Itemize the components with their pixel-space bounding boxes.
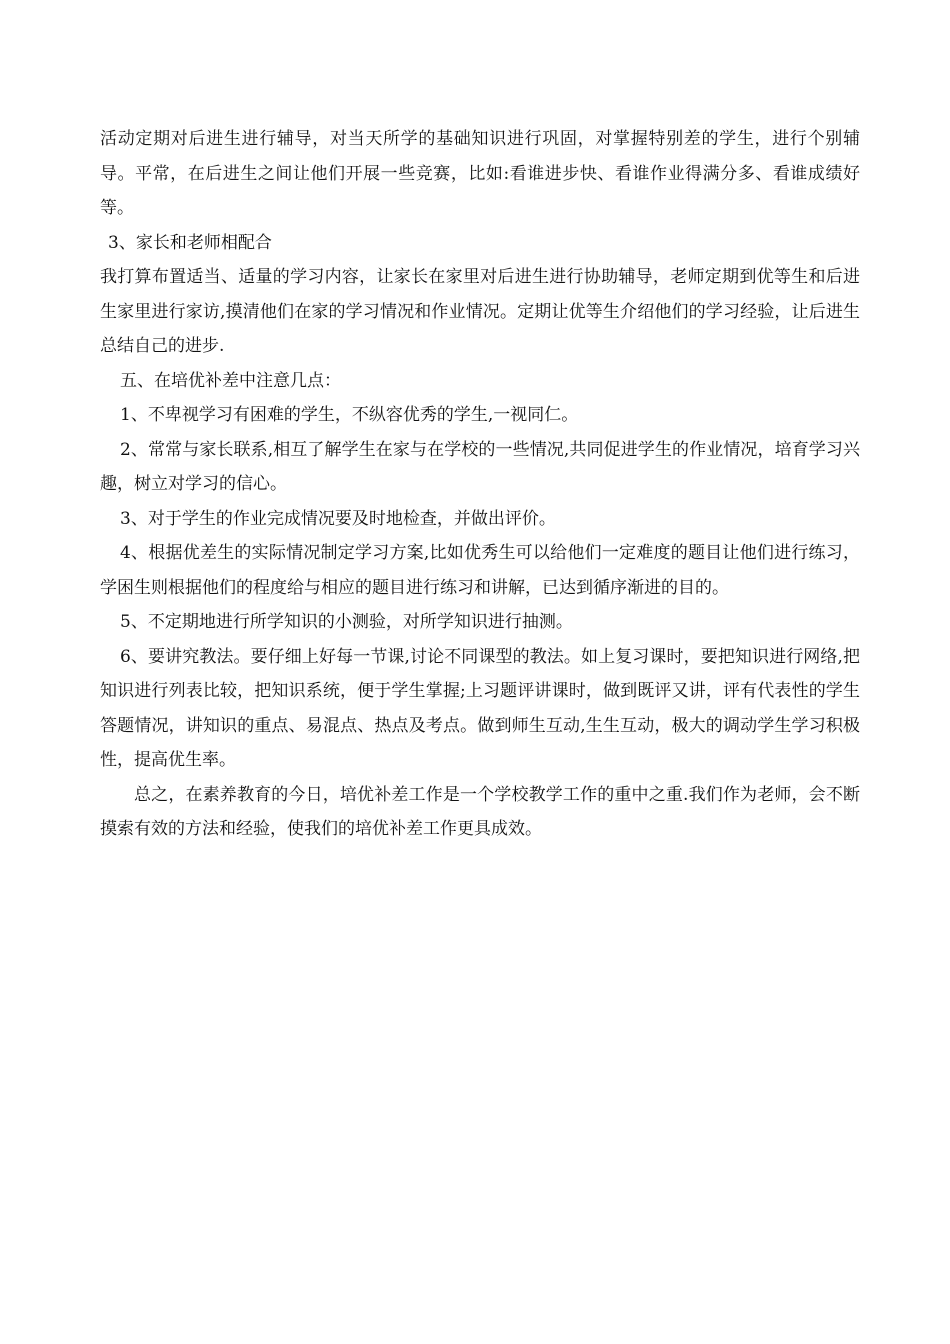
list-item-6: 6、要讲究教法。要仔细上好每一节课,讨论不同课型的教法。如上复习课时，要把知识进行网络,把知识进行列表比较，把知识系统，便于学生掌握;上习题评讲课时，做到既评又讲，评有代表性的学生答题情况，讲知识的重点、易混点、热点及考点。做到师生互动,生生互动，极大的调动学生学习积极性，提高优生率。 (100, 646, 860, 770)
list-item-3: 3、对于学生的作业完成情况要及时地检查，并做出评价。 (120, 508, 556, 529)
paragraph-conclusion: 总之，在素养教育的今日，培优补差工作是一个学校教学工作的重中之重.我们作为老师，会不断摸索有效的方法和经验，使我们的培优补差工作更具成效。 (100, 784, 860, 839)
paragraph-home-visits: 我打算布置适当、适量的学习内容，让家长在家里对后进生进行协助辅导，老师定期到优等生和后进生家里进行家访,摸清他们在家的学习情况和作业情况。定期让优等生介绍他们的学习经验，让后进生总结自己的进步. (100, 267, 860, 356)
list-item-5: 5、不定期地进行所学知识的小测验，对所学知识进行抽测。 (120, 612, 573, 632)
list-item-2: 2、常常与家长联系,相互了解学生在家与在学校的一些情况,共同促进学生的作业情况，培育学习兴趣，树立对学习的信心。 (100, 439, 860, 494)
list-item-4: 4、根据优差生的实际情况制定学习方案,比如优秀生可以给他们一定难度的题目让他们进行练习，学困生则根据他们的程度给与相应的题目进行练习和讲解，已达到循序渐进的目的。 (100, 543, 860, 598)
heading-parent-teacher-cooperation: 3、家长和老师相配合 (108, 232, 272, 253)
paragraph-tutoring-activities: 活动定期对后进生进行辅导，对当天所学的基础知识进行巩固，对掌握特别差的学生，进行个别辅导。平常，在后进生之间让他们开展一些竞赛，比如:看谁进步快、看谁作业得满分多、看谁成绩好等。 (100, 129, 860, 218)
document-body (100, 122, 860, 847)
heading-section-five: 五、在培优补差中注意几点： (120, 370, 341, 391)
list-item-1: 1、不卑视学习有困难的学生，不纵容优秀的学生,一视同仁。 (120, 405, 579, 425)
